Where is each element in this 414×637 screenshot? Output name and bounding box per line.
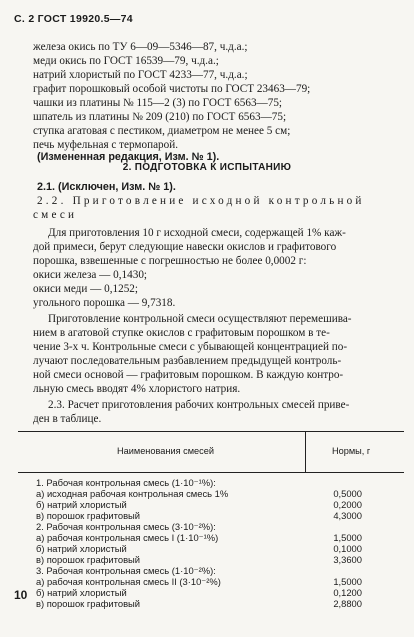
- paragraph-line: порошка, взвешенные с погрешностью не более 0,0002 г:: [33, 255, 307, 267]
- table-row-name: б) натрий хлористый: [36, 587, 127, 598]
- table-top-rule: [18, 431, 404, 432]
- table-row-name: 3. Рабочая контрольная смесь (1·10⁻²%):: [36, 565, 216, 576]
- table-row-value: 4,3000: [333, 510, 362, 521]
- table-row-name: 1. Рабочая контрольная смесь (1·10⁻¹%):: [36, 477, 216, 488]
- table-row-name: а) рабочая контрольная смесь I (1·10⁻¹%): [36, 532, 219, 543]
- paragraph-line: Для приготовления 10 г исходной смеси, содержащей 1% каж-: [48, 227, 346, 239]
- clause-2-2-heading-cont: смеси: [33, 209, 78, 221]
- table-column-divider: [305, 431, 306, 472]
- section-title: 2. ПОДГОТОВКА К ИСПЫТАНИЮ: [122, 162, 292, 173]
- material-line: железа окись по ТУ 6—09—5346—87, ч.д.а.;: [33, 41, 248, 53]
- weight-line: окиси железа — 0,1430;: [33, 269, 148, 281]
- material-line: натрий хлористый по ГОСТ 4233—77, ч.д.а.;: [33, 69, 248, 81]
- table-row-name: в) порошок графитовый: [36, 598, 141, 609]
- paragraph-line: чение 3-х ч. Контрольные смеси с убывающей концентрацией по-: [33, 341, 348, 353]
- material-line: меди окись по ГОСТ 16539—79, ч.д.а.;: [33, 55, 219, 67]
- paragraph-line: лучают последовательным разбавлением предыдущей контроль-: [33, 355, 342, 367]
- page-header: С. 2 ГОСТ 19920.5—74: [14, 13, 133, 25]
- material-line: шпатель из платины № 209 (210) по ГОСТ 6563—75;: [33, 111, 287, 123]
- material-line: графит порошковый особой чистоты по ГОСТ 23463—79;: [33, 83, 311, 95]
- table-row-name: в) порошок графитовый: [36, 554, 141, 565]
- table-row-value: 2,8800: [333, 598, 362, 609]
- table-row-value: 0,1200: [333, 587, 362, 598]
- page-number: 10: [14, 588, 28, 602]
- table-header-norm: Нормы, г: [332, 446, 371, 456]
- clause-2-3-cont: ден в таблице.: [33, 413, 102, 425]
- material-line: печь муфельная с термопарой.: [33, 139, 179, 151]
- table-row-name: б) натрий хлористый: [36, 499, 127, 510]
- amendment-note: (Измененная редакция, Изм. № 1).: [37, 151, 220, 163]
- paragraph-line: дой примеси, берут следующие навески окислов и графитового: [33, 241, 337, 253]
- paragraph-line: нием в агатовой ступке окислов с графитовым порошком в те-: [33, 327, 330, 339]
- paragraph-line: Приготовление контрольной смеси осуществляют перемешива-: [48, 313, 352, 325]
- weight-line: окиси меди — 0,1252;: [33, 283, 138, 295]
- table-row-name: а) рабочая контрольная смесь II (3·10⁻²%): [36, 576, 221, 587]
- table-row-name: в) порошок графитовый: [36, 510, 141, 521]
- table-header-rule: [18, 472, 404, 473]
- table-row-name: б) натрий хлористый: [36, 543, 127, 554]
- weight-line: угольного порошка — 9,7318.: [33, 297, 176, 309]
- clause-2-3: 2.3. Расчет приготовления рабочих контрольных смесей приве-: [48, 399, 350, 411]
- table-row-value: 3,3600: [333, 554, 362, 565]
- clause-2-2-heading: 2.2. Приготовление исходной контрольной: [37, 195, 365, 207]
- material-line: ступка агатовая с пестиком, диаметром не менее 5 см;: [33, 125, 291, 137]
- clause-2-1: 2.1. (Исключен, Изм. № 1).: [37, 181, 176, 193]
- table-row-name: а) исходная рабочая контрольная смесь 1%: [36, 488, 229, 499]
- table-row-value: 1,5000: [333, 576, 362, 587]
- paragraph-line: льную смесь вводят 4% хлористого натрия.: [33, 383, 241, 395]
- table-row-value: 0,2000: [333, 499, 362, 510]
- table-row-value: 1,5000: [333, 532, 362, 543]
- material-line: чашки из платины № 115—2 (3) по ГОСТ 6563—75;: [33, 97, 283, 109]
- table-header-name: Наименования смесей: [117, 446, 214, 456]
- table-row-value: 0,1000: [333, 543, 362, 554]
- table-row-value: 0,5000: [333, 488, 362, 499]
- paragraph-line: ной смеси основой — графитовым порошком. В каждую контро-: [33, 369, 344, 381]
- table-row-name: 2. Рабочая контрольная смесь (3·10⁻²%):: [36, 521, 216, 532]
